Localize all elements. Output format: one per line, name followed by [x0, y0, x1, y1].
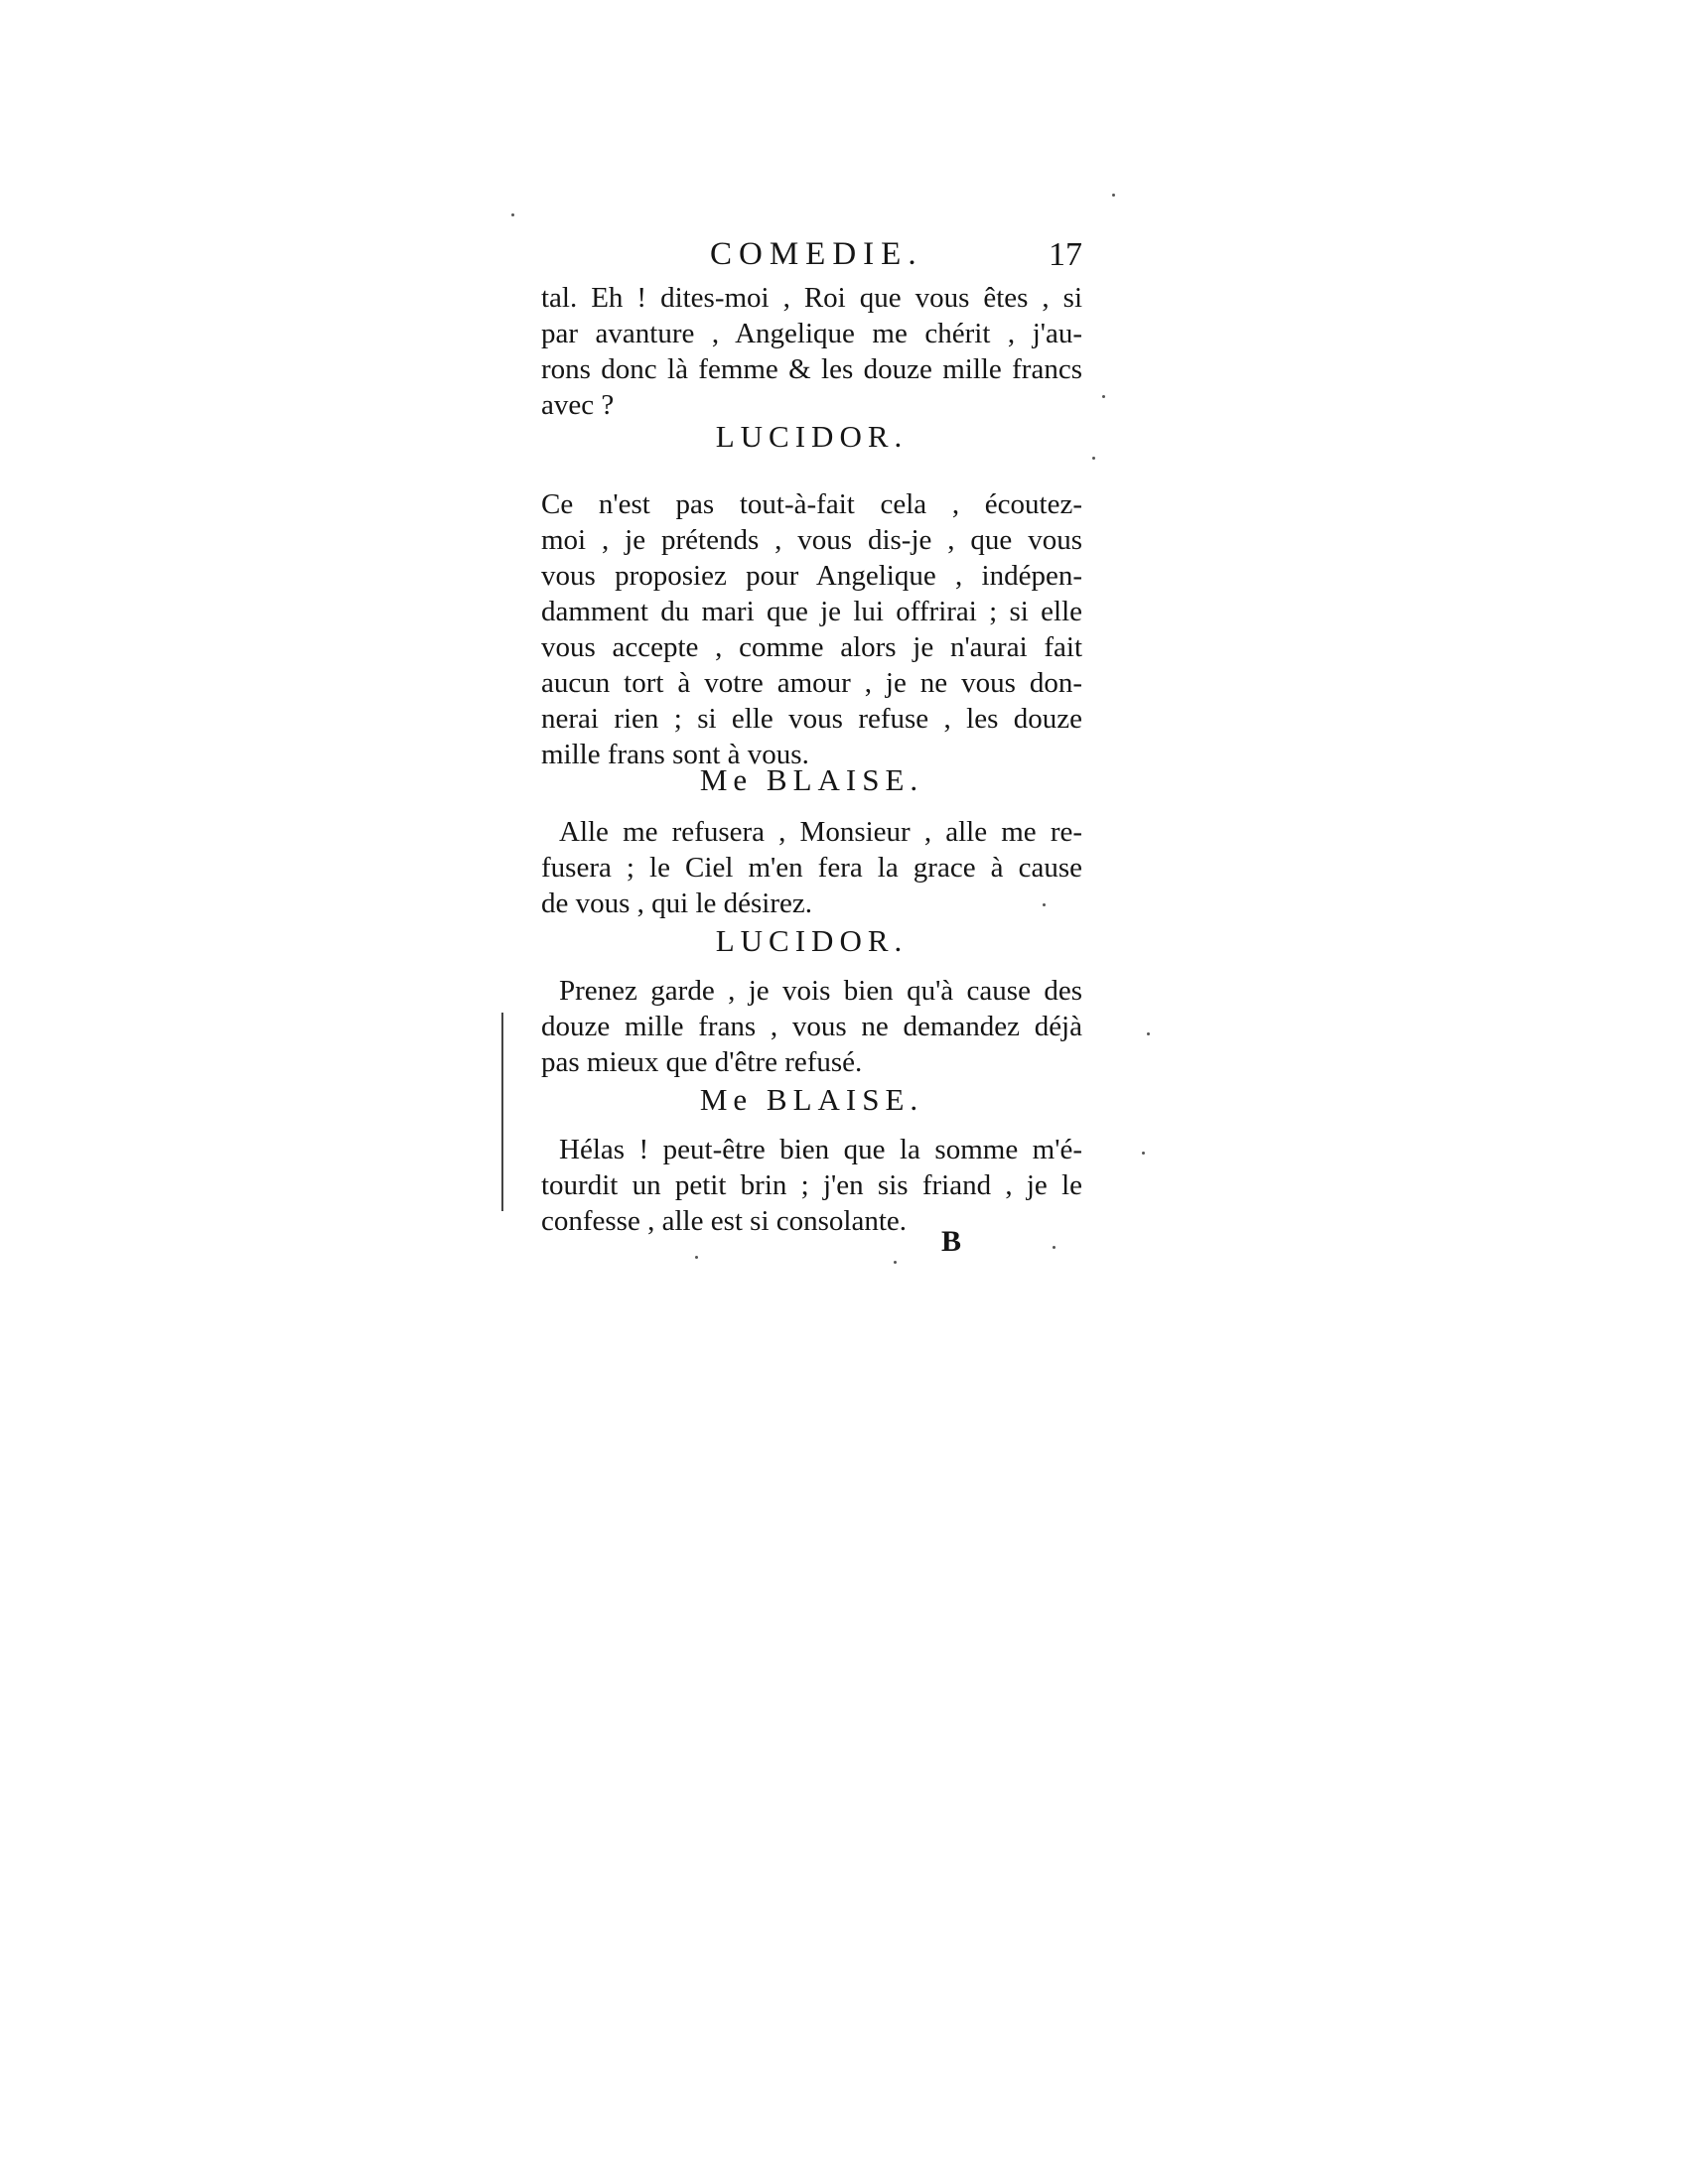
- text-line: tourdit un petit brin ; j'en sis friand , je le: [541, 1169, 1082, 1201]
- running-title: COMEDIE.: [710, 236, 923, 272]
- text-line: vous proposiez pour Angelique , indépen-: [541, 560, 1082, 592]
- speaker-name: Me BLAISE.: [699, 762, 924, 797]
- text-line: aucun tort à votre amour , je ne vous don-: [541, 667, 1082, 699]
- scan-speck: [1102, 395, 1105, 398]
- text-line: par avanture , Angelique me chérit , j'au-: [541, 318, 1082, 349]
- scan-speck: [1112, 194, 1115, 197]
- page-number: 17: [1049, 236, 1082, 273]
- scan-speck: [1147, 1032, 1150, 1035]
- text-line: tal. Eh ! dites-moi , Roi que vous êtes , si: [541, 282, 1082, 314]
- scan-speck: [1053, 1246, 1055, 1249]
- scan-speck: [894, 1261, 897, 1264]
- speaker-name: LUCIDOR.: [715, 419, 909, 454]
- margin-rule-mark: [501, 1013, 503, 1211]
- text-line: douze mille frans , vous ne demandez déjà: [541, 1011, 1082, 1042]
- catchword: B: [941, 1225, 962, 1258]
- text-line: fusera ; le Ciel m'en fera la grace à cause: [541, 852, 1082, 884]
- scan-speck: [511, 213, 514, 216]
- text-line: damment du mari que je lui offrirai ; si elle: [541, 596, 1082, 627]
- text-line: moi , je prétends , vous dis-je , que vous: [541, 524, 1082, 556]
- text-line: pas mieux que d'être refusé.: [541, 1046, 863, 1078]
- text-line: avec ?: [541, 389, 615, 421]
- scan-speck: [695, 1256, 698, 1259]
- running-head: [541, 236, 1082, 286]
- text-line: mille frans sont à vous.: [541, 739, 809, 770]
- text-line: Alle me refusera , Monsieur , alle me re-: [559, 816, 1082, 848]
- text-line: nerai rien ; si elle vous refuse , les douze: [541, 703, 1082, 735]
- text-line: Hélas ! peut-être bien que la somme m'é-: [559, 1134, 1082, 1165]
- scan-speck: [1092, 457, 1095, 460]
- text-line: rons donc là femme & les douze mille francs: [541, 353, 1082, 385]
- text-line: Ce n'est pas tout-à-fait cela , écoutez-: [541, 488, 1082, 520]
- text-line: de vous , qui le désirez.: [541, 887, 813, 919]
- scan-speck: [1043, 903, 1046, 906]
- text-line: vous accepte , comme alors je n'aurai fait: [541, 631, 1082, 663]
- speaker-name: Me BLAISE.: [699, 1082, 924, 1117]
- scan-speck: [1142, 1152, 1145, 1155]
- text-line: confesse , alle est si consolante.: [541, 1205, 908, 1237]
- text-line: Prenez garde , je vois bien qu'à cause des: [559, 975, 1082, 1007]
- speaker-name: LUCIDOR.: [715, 923, 909, 958]
